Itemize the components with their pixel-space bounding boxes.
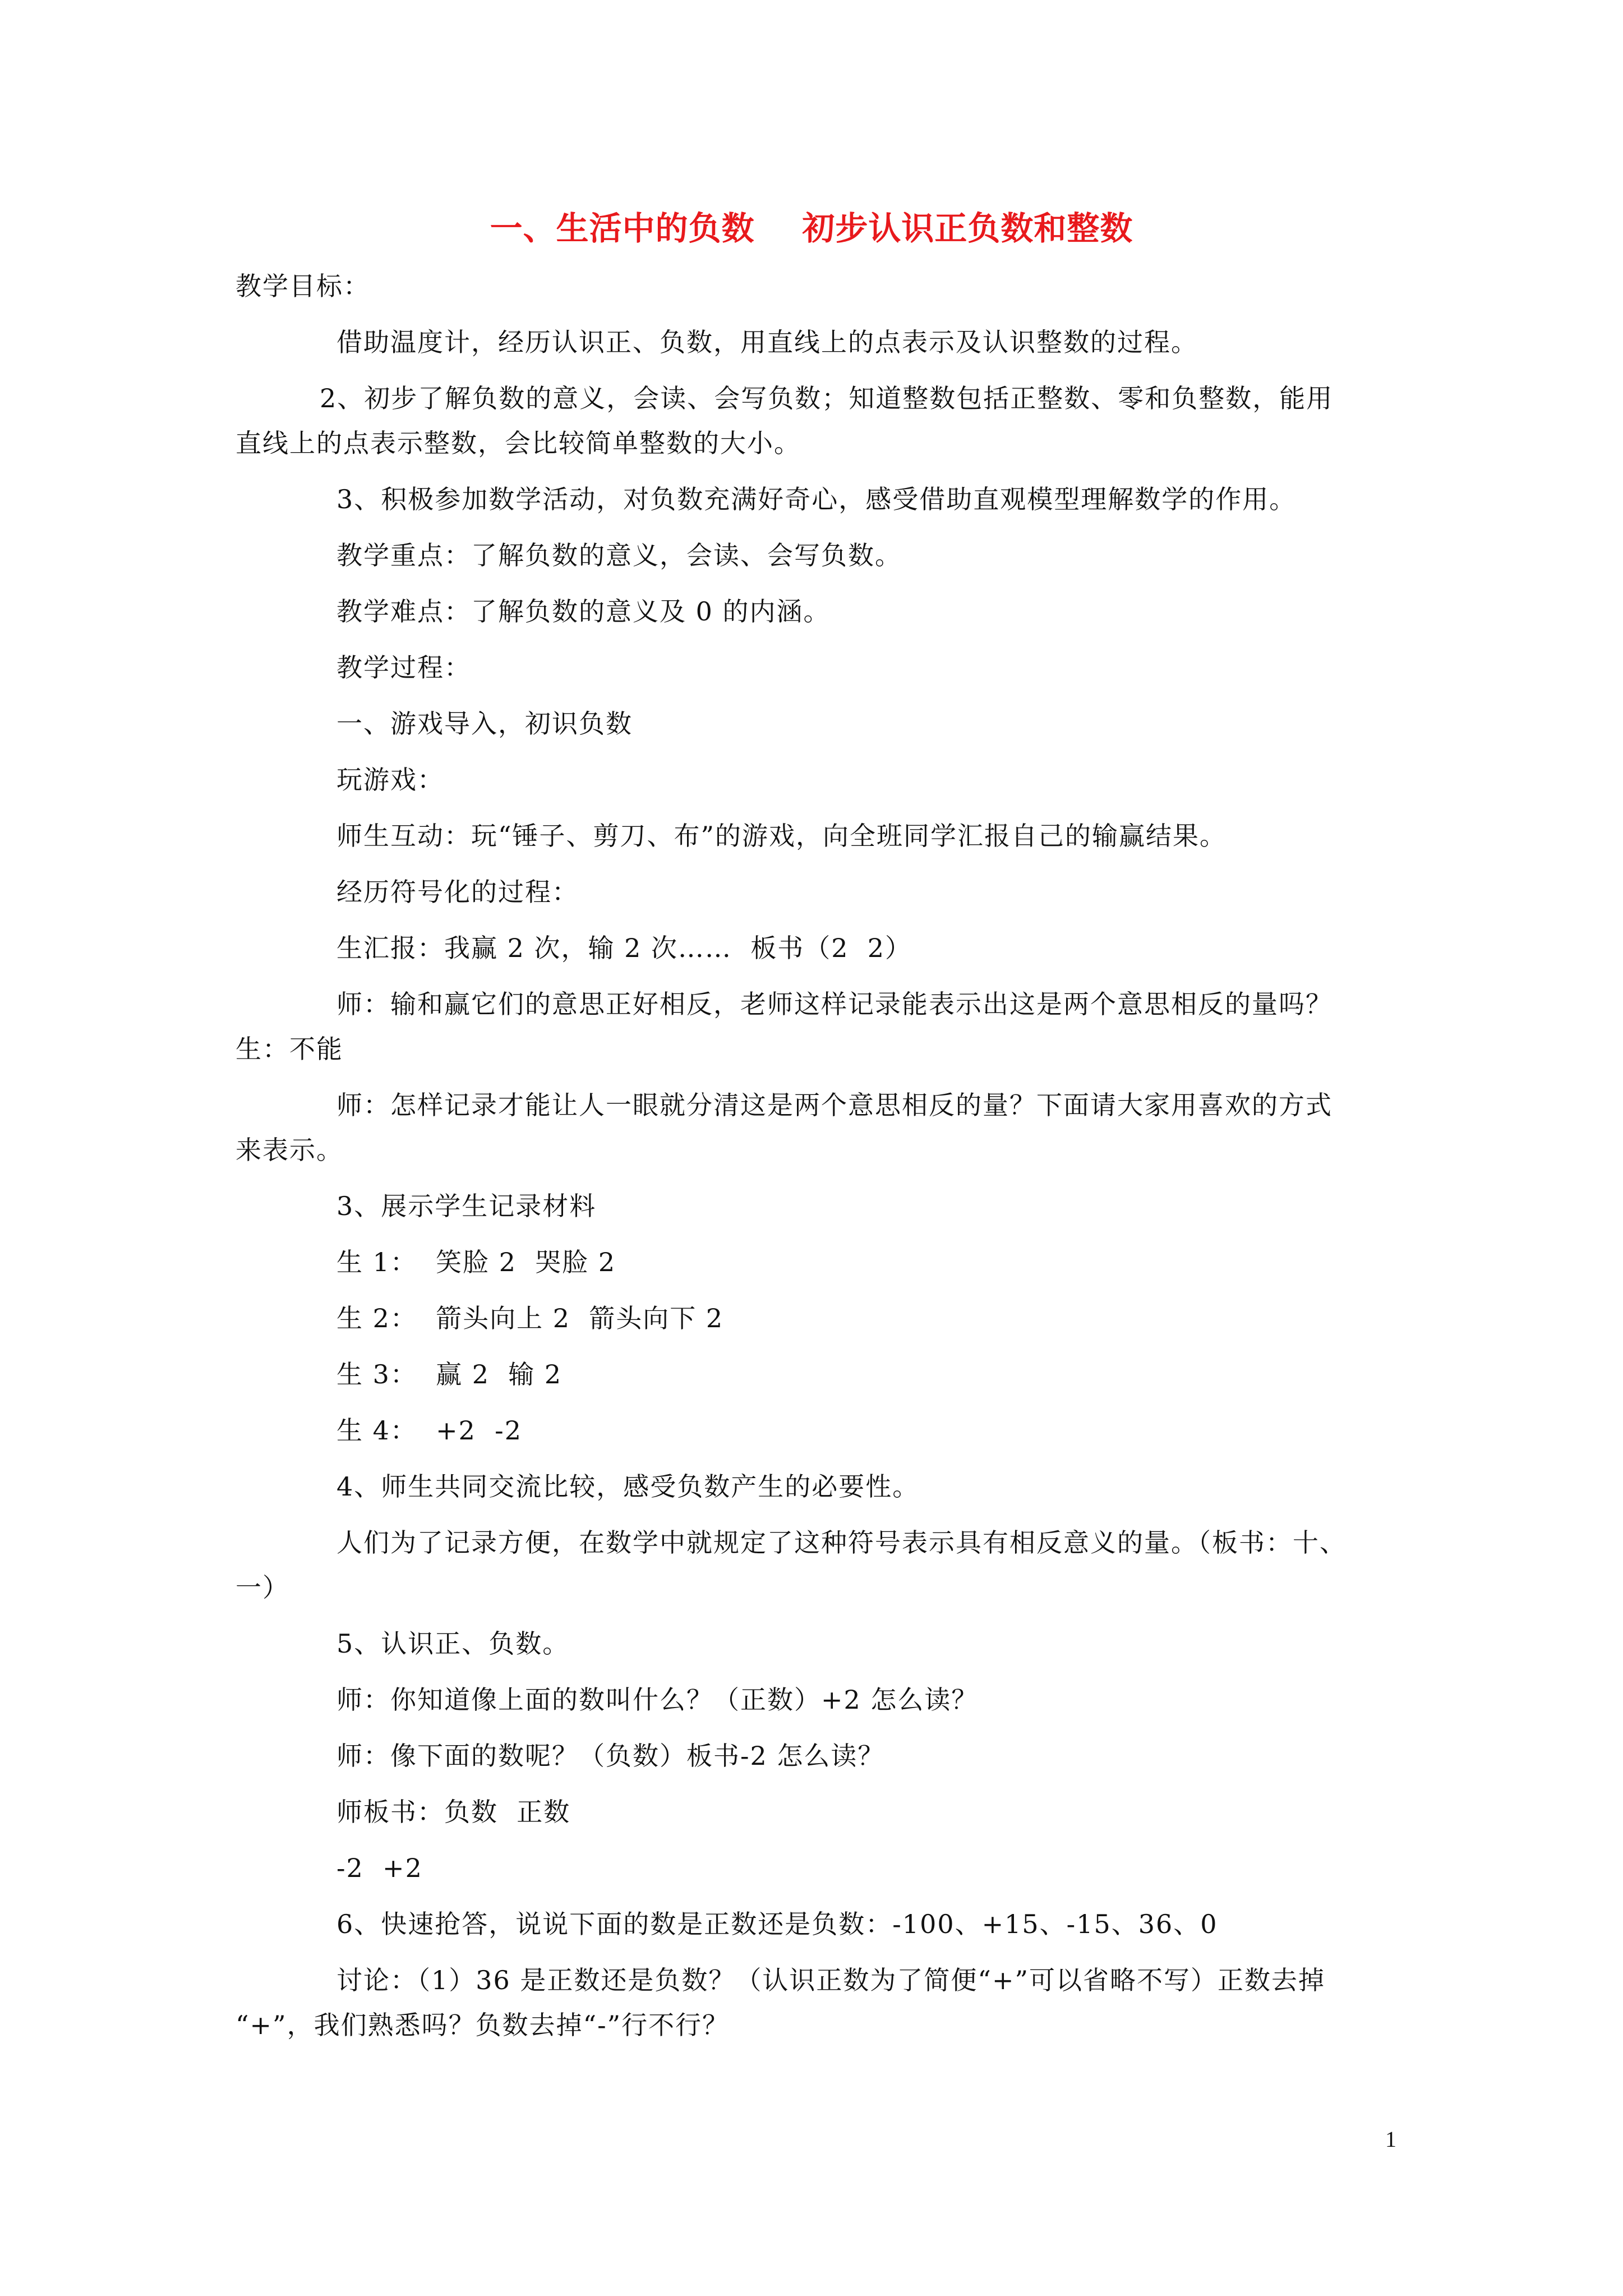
paragraph-discussion-cont: “+”，我们熟悉吗？负数去掉“-”行不行？ xyxy=(236,2010,730,2040)
paragraph-student-3: 生 3： 赢 2 输 2 xyxy=(336,1359,562,1389)
paragraph-discussion: 讨论：（1）36 是正数还是负数？（认识正数为了简便“+”可以省略不写）正数去掉 xyxy=(336,1965,1325,1995)
paragraph-board-writing: 师板书：负数 正数 xyxy=(336,1797,571,1827)
paragraph-goal-2: 2、初步了解负数的意义，会读、会写负数；知道整数包括正整数、零和负整数，能用 xyxy=(320,383,1334,413)
page-number: 1 xyxy=(1385,2127,1396,2152)
paragraph-negative-question: 师：像下面的数呢？（负数）板书-2 怎么读？ xyxy=(336,1741,885,1771)
paragraph-teacher-prompt-cont: 来表示。 xyxy=(236,1135,343,1165)
paragraph-goal-1: 借助温度计，经历认识正、负数，用直线上的点表示及认识整数的过程。 xyxy=(336,327,1198,357)
paragraph-student-1: 生 1： 笑脸 2 哭脸 2 xyxy=(336,1247,616,1277)
paragraph-teacher-prompt: 师：怎样记录才能让人一眼就分清这是两个意思相反的量？下面请大家用喜欢的方式 xyxy=(336,1090,1332,1120)
paragraph-convention: 人们为了记录方便，在数学中就规定了这种符号表示具有相反意义的量。（板书：十、 xyxy=(336,1527,1347,1558)
paragraph-goal-2-cont: 直线上的点表示整数，会比较简单整数的大小。 xyxy=(236,428,801,458)
paragraph-convention-cont: 一） xyxy=(236,1572,289,1603)
paragraph-student-answer: 生：不能 xyxy=(236,1034,343,1064)
paragraph-section-6: 6、快速抢答，说说下面的数是正数还是负数：-100、+15、-15、36、0 xyxy=(336,1909,1218,1939)
paragraph-process-heading: 教学过程： xyxy=(336,652,471,683)
paragraph-section-5: 5、认识正、负数。 xyxy=(336,1628,570,1659)
paragraph-teaching-goals-heading: 教学目标： xyxy=(236,271,370,301)
paragraph-board-values: -2 +2 xyxy=(336,1853,423,1883)
paragraph-interaction: 师生互动：玩“锤子、剪刀、布”的游戏，向全班同学汇报自己的输赢结果。 xyxy=(336,821,1227,851)
paragraph-positive-question: 师：你知道像上面的数叫什么？（正数）+2 怎么读？ xyxy=(336,1685,979,1715)
paragraph-symbolization: 经历符号化的过程： xyxy=(336,877,579,907)
paragraph-play-game: 玩游戏： xyxy=(336,765,444,795)
paragraph-section-4: 4、师生共同交流比较，感受负数产生的必要性。 xyxy=(336,1471,920,1502)
paragraph-goal-3: 3、积极参加数学活动，对负数充满好奇心，感受借助直观模型理解数学的作用。 xyxy=(336,484,1297,514)
paragraph-section-3: 3、展示学生记录材料 xyxy=(336,1191,597,1221)
paragraph-difficulty: 教学难点：了解负数的意义及 0 的内涵。 xyxy=(336,596,831,627)
paragraph-key-point: 教学重点：了解负数的意义，会读、会写负数。 xyxy=(336,540,902,570)
paragraph-teacher-question: 师：输和赢它们的意思正好相反，老师这样记录能表示出这是两个意思相反的量吗？ xyxy=(336,989,1332,1019)
document-title: 一、生活中的负数 初步认识正负数和整数 xyxy=(490,209,1133,247)
paragraph-section-1: 一、游戏导入，初识负数 xyxy=(336,708,633,739)
paragraph-student-2: 生 2： 箭头向上 2 箭头向下 2 xyxy=(336,1303,724,1333)
paragraph-student-report: 生汇报：我赢 2 次，输 2 次…… 板书（2 2） xyxy=(336,933,912,963)
paragraph-student-4: 生 4： +2 -2 xyxy=(336,1415,522,1446)
